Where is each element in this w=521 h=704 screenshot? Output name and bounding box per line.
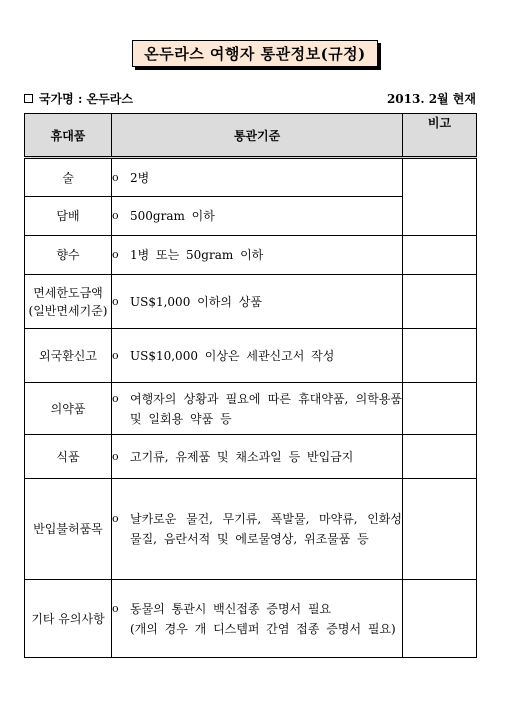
item-label: 반입불허품목 [33,522,103,536]
header-item: 휴대품 [25,114,112,158]
item-cell [25,383,112,435]
table-row [25,580,477,658]
bullet-icon: o [112,209,119,222]
table-row [25,236,477,275]
criteria-line [112,346,402,366]
bullet-icon: o [112,391,119,405]
as-of-date: 2013. 2월 현재 [386,91,476,106]
criteria-line [112,447,402,467]
table-row [25,435,477,479]
bullet-icon: o [112,512,119,525]
item-cell [25,158,112,197]
criteria-cell [112,275,403,329]
criteria-cell [112,329,403,383]
bullet-icon: o [112,601,119,615]
criteria-text: 여행자의 상황과 필요에 따른 휴대약품, 의학용품 및 일회용 약품 등 [130,391,402,426]
table-row [25,383,477,435]
remarks-cell [403,479,477,580]
bullet-icon: o [112,449,119,463]
remarks-cell [403,329,477,383]
table-row [25,275,477,329]
customs-table [24,113,477,658]
criteria-text: 2병 [130,170,150,185]
remarks-cell [403,580,477,658]
remarks-cell [403,275,477,329]
bullet-icon: o [112,248,119,261]
table-row [25,329,477,383]
square-bullet-icon [24,94,33,103]
criteria-line [112,599,402,619]
criteria-line [112,245,402,265]
item-label: 술 [62,170,74,185]
remarks-cell [403,383,477,435]
item-cell [25,329,112,383]
criteria-cell [112,197,403,236]
criteria-line [112,292,402,312]
criteria-line [112,206,402,226]
item-label: 기타 유의사항 [31,611,105,626]
country-label [24,90,133,107]
criteria-cell [112,580,403,658]
title-text: 온두라스 여행자 통관정보(규정) [144,45,366,63]
criteria-cell [112,479,403,580]
criteria-text: US$10,000 이상은 세관신고서 작성 [130,348,335,363]
remarks-cell [403,236,477,275]
header-remarks: 비고 [403,114,477,158]
criteria-cell [112,158,403,197]
criteria-text: 날카로운 물건, 무기류, 폭발물, 마약류, 인화성 물질, 음란서적 및 에로물영상, 위조물품 등 [130,512,402,546]
item-label: 식품 [56,449,80,464]
item-label: 향수 [56,248,80,262]
item-label: (일반면세기준) [28,303,108,318]
bullet-icon: o [112,348,119,362]
criteria-text: US$1,000 이하의 상품 [130,294,262,309]
meta-row [24,89,476,107]
criteria-cell [112,435,403,479]
item-label: 외국환신고 [39,348,97,363]
item-cell [25,580,112,658]
criteria-text: 1병 또는 50gram 이하 [130,248,264,262]
bullet-icon: o [112,170,119,184]
item-cell [25,197,112,236]
item-label: 의약품 [50,401,86,416]
item-label: 담배 [56,209,80,223]
criteria-text: 동물의 통관시 백신접종 증명서 필요 [130,601,332,616]
table-header-row [25,114,477,158]
table-row [25,479,477,580]
criteria-text: (개의 경우 개 디스템퍼 간염 접종 증명서 필요) [130,621,396,636]
criteria-line [112,509,402,549]
criteria-text: 고기류, 유제품 및 채소과일 등 반입금지 [130,449,354,464]
criteria-text: 500gram 이하 [130,209,215,223]
item-cell [25,435,112,479]
header-criteria: 통관기준 [112,114,403,158]
criteria-line [112,389,402,429]
item-cell [25,236,112,275]
criteria-line [112,619,402,639]
criteria-cell [112,236,403,275]
remarks-cell [403,435,477,479]
remarks-cell [403,158,477,236]
table-body [25,158,477,658]
item-cell [25,479,112,580]
criteria-cell [112,383,403,435]
country-label-text: 국가명 : 온두라스 [39,91,133,106]
item-cell [25,275,112,329]
criteria-line [112,168,402,188]
table-row [25,158,477,197]
bullet-icon: o [112,294,119,308]
document-title [132,40,378,67]
item-label: 면세한도금액 [33,285,103,300]
